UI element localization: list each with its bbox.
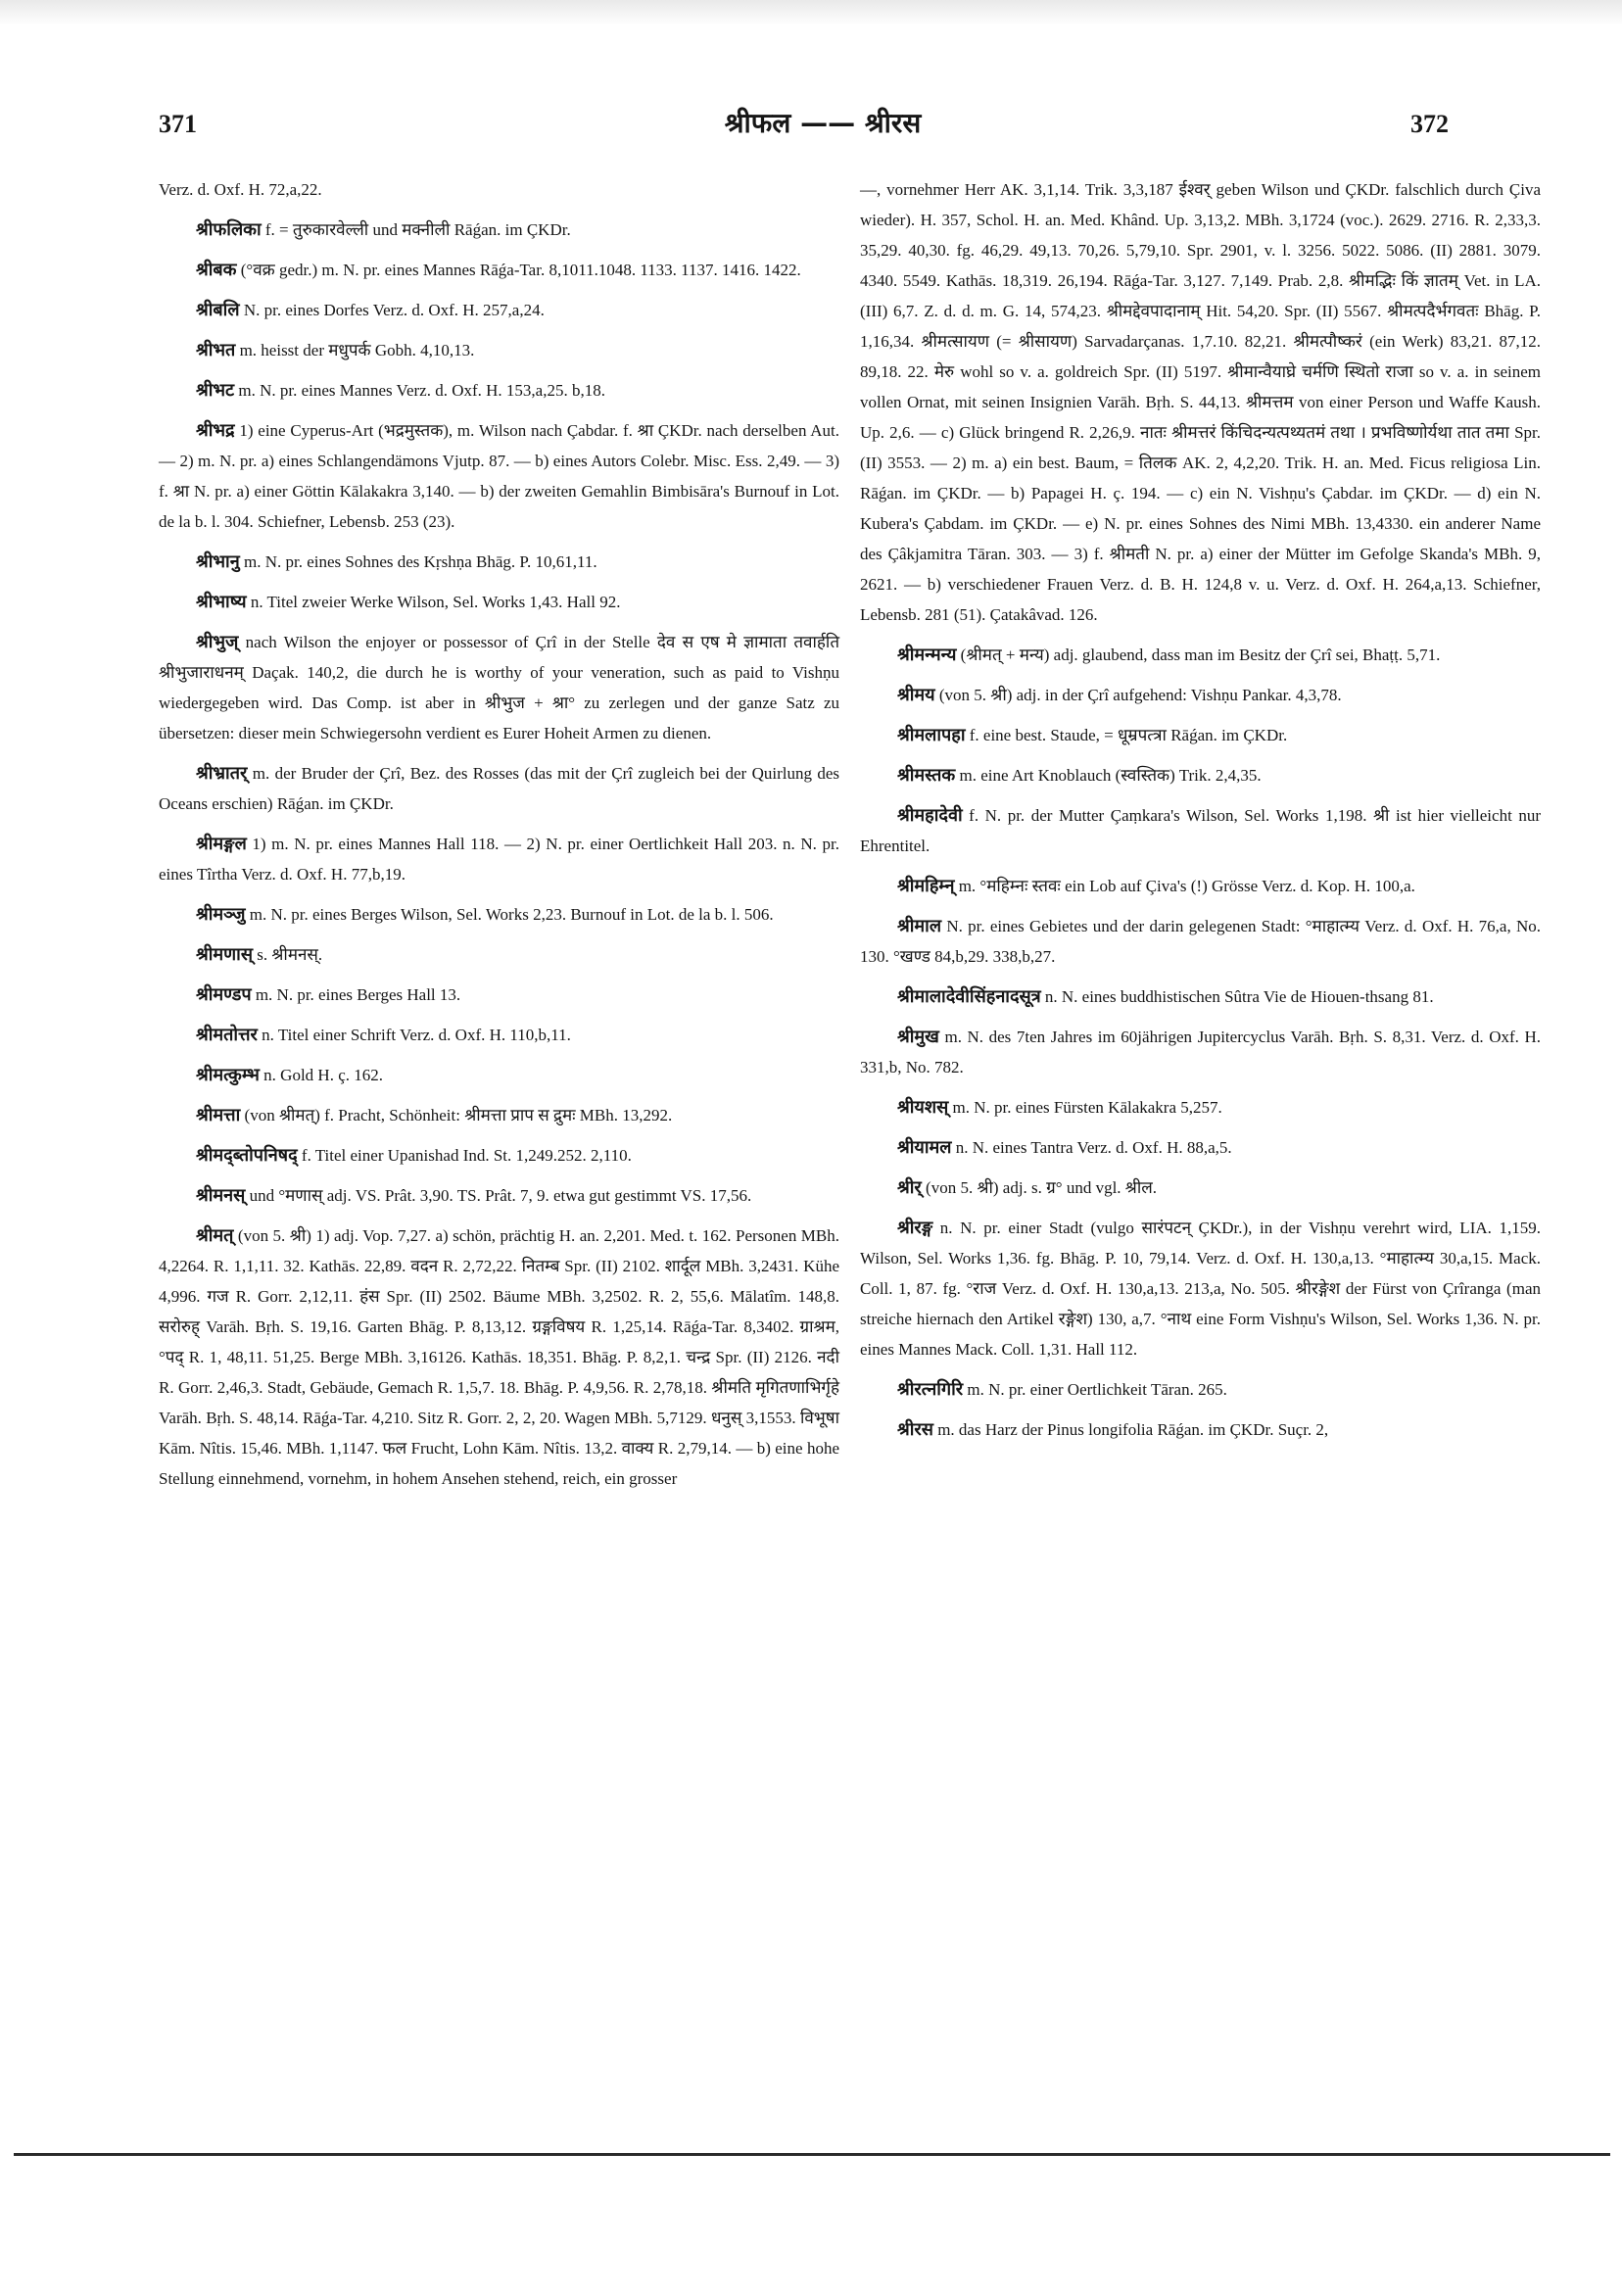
entry-lemma: श्रीभाष्य	[196, 592, 247, 611]
page-number-left: 371	[159, 110, 197, 138]
dictionary-entry	[860, 1374, 1541, 1405]
entry-text: f. eine best. Staude, = धूम्रपत्त्रा Rāǵan. im ÇKDr.	[969, 726, 1288, 744]
entry-text: N. pr. eines Gebietes und der darin gelegenen Stadt: °माहात्म्य Verz. d. Oxf. H. 76,a, No. 130. °खण्ड 84,b,29. 338,b,27.	[860, 917, 1541, 966]
entry-text: 1) m. N. pr. eines Mannes Hall 118. — 2) N. pr. einer Oertlichkeit Hall 203. n. N. pr. eines Tîrtha Verz. d. Oxf. H. 77,b,19.	[159, 835, 840, 884]
entry-text: m. heisst der मधुपर्क Gobh. 4,10,13.	[239, 341, 475, 359]
dictionary-entry	[860, 1414, 1541, 1445]
entry-lemma: श्रीमाल	[897, 916, 942, 935]
entry-text: N. pr. eines Dorfes Verz. d. Oxf. H. 257,a,24.	[243, 301, 545, 319]
entry-lemma: श्रीभानु	[196, 551, 240, 571]
entry-text: (श्रीमत् + मन्य) adj. glaubend, dass man im Besitz der Çrî sei, Bhaṭṭ. 5,71.	[960, 646, 1441, 664]
entry-text: (von 5. श्री) 1) adj. Vop. 7,27. a) schön, prächtig H. an. 2,201. Med. t. 162. Personen MBh. 4,2264. R. 1,1,11. 32. Kathās. 22,89. वदन R. 2,72,22. नितम्ब Spr. (II) 2102. शार्दूल MBh. 3,2431. Kühe 4,996. गज R. Gorr. 2,12,11. हंस Spr. (II) 2502. Bäume MBh. 3,2502. R. 2, 55,6. Mālatîm. 148,8. सरोरुह् Varāh. Bṛh. S. 19,16. Garten Bhāg. P. 8,13,12. ग्रङ्गविषय R. 1,25,14. Rāǵa-Tar. 8,3402. ग्राश्रम, °पद् R. 1, 48,11. 51,25. Berge MBh. 3,16126. Kathās. 18,351. Bhāg. P. 8,2,1. चन्द्र Spr. (II) 2126. नदी R. Gorr. 2,46,3. Stadt, Gebäude, Gemach R. 1,5,7. 18. Bhāg. P. 4,9,56. R. 2,78,18. श्रीमति मृगितणाभिर्गृहे Varāh. Bṛh. S. 48,14. Rāǵa-Tar. 4,210. Sitz R. Gorr. 2, 2, 20. Wagen MBh. 5,7129. धनुस् 3,1553. विभूषा Kām. Nîtis. 15,46. MBh. 1,1147. फल Frucht, Lohn Kām. Nîtis. 13,2. वाक्य R. 2,79,14. — b) eine hohe Stellung einnehmend, vornehm, in hohem Ansehen stehend, reich, ein grosser	[159, 1226, 839, 1488]
entry-lemma: श्रीरङ्ग	[897, 1218, 933, 1237]
dictionary-entry	[159, 1140, 839, 1171]
dictionary-entry	[159, 335, 839, 365]
entry-lemma: श्रीर्	[897, 1177, 922, 1197]
dictionary-entry	[860, 911, 1541, 972]
dictionary-entry	[159, 1060, 839, 1090]
entry-lemma: श्रीभद्र	[196, 420, 235, 440]
entry-text: n. N. pr. einer Stadt (vulgo सारंपटन् ÇKDr.), in der Vishṇu verehrt wird, LIA. 1,159. Wilson, Sel. Works 1,36. fg. Bhāg. P. 10, 79,14. Verz. d. Oxf. H. 130,a,13. °माहात्म्य 30,a,15. Mack. Coll. 1, 87. fg. °राज Verz. d. Oxf. H. 130,a,13. 213,a, No. 505. श्रीरङ्गेश der Fürst von Çrîranga (man streiche hiernach den Artikel रङ्गेश) 130, a,7. °नाथ eine Form Vishṇu's Wilson, Sel. Works 1,36. N. pr. eines Mannes Mack. Coll. 1,31. Hall 112.	[860, 1219, 1541, 1359]
dictionary-entry	[159, 899, 839, 930]
dictionary-entry	[159, 255, 839, 285]
entry-text: (von 5. श्री) adj. in der Çrî aufgehend: Vishṇu Pankar. 4,3,78.	[938, 686, 1342, 704]
dictionary-entry	[159, 1180, 839, 1211]
dictionary-entry	[159, 980, 839, 1010]
dictionary-entry	[860, 1213, 1541, 1364]
entry-lemma: श्रीभुज्	[196, 632, 239, 651]
entry-lemma: श्रीमणास्	[196, 944, 254, 964]
dictionary-entry	[159, 415, 839, 537]
entry-text: m. N. pr. einer Oertlichkeit Tāran. 265.	[967, 1380, 1227, 1399]
dictionary-entry	[159, 215, 839, 245]
dictionary-entry	[159, 547, 839, 577]
entry-text: n. Gold H. ç. 162.	[263, 1066, 383, 1084]
entry-text: m. °महिम्नः स्तवः ein Lob auf Çiva's (!) Grösse Verz. d. Kop. H. 100,a.	[958, 877, 1415, 895]
entry-lemma: श्रीमण्डप	[196, 984, 252, 1004]
dictionary-entry	[860, 1172, 1541, 1203]
running-head	[0, 104, 1622, 143]
entry-text: m. das Harz der Pinus longifolia Rāǵan. im ÇKDr. Suçr. 2,	[937, 1420, 1329, 1439]
entry-lemma: श्रीमङ्गल	[196, 834, 247, 853]
entry-text: m. N. pr. eines Sohnes des Kṛshṇa Bhāg. P. 10,61,11.	[243, 552, 597, 571]
entry-text: n. Titel zweier Werke Wilson, Sel. Works 1,43. Hall 92.	[250, 593, 621, 611]
dictionary-entry	[159, 829, 839, 889]
entry-lemma: श्रीबक	[196, 260, 237, 279]
entry-lemma: श्रीमय	[897, 685, 935, 704]
entry-text: (von श्रीमत्) f. Pracht, Schönheit: श्रीमत्ता प्राप स द्रुमः MBh. 13,292.	[244, 1106, 673, 1124]
entry-lemma: श्रीमत्कुम्भ	[196, 1065, 260, 1084]
entry-lemma: श्रीमत्ता	[196, 1105, 241, 1124]
dictionary-entry	[159, 1220, 839, 1494]
dictionary-entry	[860, 680, 1541, 710]
dictionary-entry	[860, 981, 1541, 1012]
entry-lemma: श्रीमस्तक	[897, 765, 956, 785]
entry-lemma: श्रीमद्ब्तोपनिषद्	[196, 1145, 298, 1165]
dictionary-entry	[159, 587, 839, 617]
dictionary-entry	[860, 871, 1541, 901]
entry-lemma: श्रीमुख	[897, 1027, 939, 1046]
entry-lemma: श्रीफलिका	[196, 219, 262, 239]
dictionary-entry	[159, 174, 839, 205]
entry-text: m. N. pr. eines Berges Hall 13.	[255, 985, 461, 1004]
entry-lemma: श्रीबलि	[196, 300, 240, 319]
entry-lemma: श्रीमनस्	[196, 1185, 246, 1205]
dictionary-entry	[159, 758, 839, 819]
dictionary-entry	[860, 174, 1541, 630]
entry-text: s. श्रीमनस्.	[257, 945, 323, 964]
entry-lemma: श्रीमतोत्तर	[196, 1025, 258, 1044]
entry-text: f. N. pr. der Mutter Çaṃkara's Wilson, Sel. Works 1,198. श्री ist hier vielleicht nur Ehrentitel.	[860, 806, 1542, 855]
entry-text: f. Titel einer Upanishad Ind. St. 1,249.252. 2,110.	[301, 1146, 632, 1165]
scan-top-edge	[0, 0, 1622, 25]
page-number-right: 372	[1410, 110, 1449, 138]
dictionary-entry	[860, 1022, 1541, 1082]
entry-lemma: श्रीमलापहा	[897, 725, 966, 744]
entry-lemma: श्रीमत्	[196, 1225, 234, 1245]
entry-text: m. eine Art Knoblauch (स्वस्तिक) Trik. 2,4,35.	[959, 766, 1262, 785]
entry-lemma: श्रीमहिम्न्	[897, 876, 955, 895]
right-column	[860, 174, 1541, 1455]
entry-text: Verz. d. Oxf. H. 72,a,22.	[159, 180, 322, 199]
dictionary-entry	[159, 1100, 839, 1130]
entry-lemma: श्रीरत्नगिरि	[897, 1379, 964, 1399]
dictionary-entry	[159, 627, 839, 748]
entry-lemma: श्रीभ्रातर्	[196, 763, 248, 783]
entry-text: m. N. des 7ten Jahres im 60jährigen Jupitercyclus Varāh. Bṛh. S. 8,31. Verz. d. Oxf. H. 331,b, No. 782.	[860, 1028, 1541, 1076]
dictionary-entry	[860, 800, 1541, 861]
entry-lemma: श्रीमालादेवीसिंहनादसूत्र	[897, 986, 1041, 1006]
dictionary-entry	[860, 640, 1541, 670]
entry-text: (von 5. श्री) adj. s. ग्र° und vgl. श्रील.	[926, 1178, 1158, 1197]
dictionary-entry	[860, 760, 1541, 790]
entry-lemma: श्रीमहादेवी	[897, 805, 963, 825]
entry-lemma: श्रीयशस्	[897, 1097, 949, 1117]
entry-text: und °मणास् adj. VS. Prât. 3,90. TS. Prât. 7, 9. etwa gut gestimmt VS. 17,56.	[249, 1186, 752, 1205]
bottom-rule	[14, 2153, 1610, 2156]
dictionary-entry	[860, 1092, 1541, 1123]
entry-lemma: श्रीमञ्जु	[196, 904, 246, 924]
entry-lemma: श्रीयामल	[897, 1137, 952, 1157]
dictionary-entry	[159, 1020, 839, 1050]
dictionary-entry	[159, 939, 839, 970]
entry-lemma: श्रीभत	[196, 340, 236, 359]
dictionary-entry	[860, 1132, 1541, 1163]
entry-lemma: श्रीमन्मन्य	[897, 645, 957, 664]
entry-lemma: श्रीभट	[196, 380, 235, 400]
entry-text: m. N. pr. eines Mannes Verz. d. Oxf. H. 153,a,25. b,18.	[238, 381, 605, 400]
left-column	[159, 174, 839, 1504]
dictionary-entry	[159, 375, 839, 406]
entry-text: n. Titel einer Schrift Verz. d. Oxf. H. 110,b,11.	[262, 1026, 571, 1044]
running-title: श्रीफल —— श्रीरस	[724, 107, 922, 139]
dictionary-entry	[159, 295, 839, 325]
entry-text: —, vornehmer Herr AK. 3,1,14. Trik. 3,3,187 ईश्वर् geben Wilson und ÇKDr. falschlich durch Çiva wieder). H. 357, Schol. H. an. Med. Khând. Up. 3,13,2. MBh. 3,1724 (voc.). 2629. 2716. R. 2,33,3. 35,29. 40,30. fg. 46,29. 49,13. 70,26. 5,79,10. Spr. 2901, v. l. 3256. 5022. 5086. (II) 2881. 3079. 4340. 5549. Kathās. 18,319. 26,194. Rāǵa-Tar. 3,127. 7,149. Prab. 2,8. श्रीमद्भिः किं ज्ञातम् Vet. in LA. (III) 6,7. Z. d. d. m. G. 14, 574,23. श्रीमद्देवपादानाम् Hit. 54,20. Spr. (II) 5567. श्रीमत्पदैर्भगवतः Bhāg. P. 1,16,34. श्रीमत्सायण (= श्रीसायण) Sarvadarçanas. 1,7.10. 82,21. श्रीमत्पौष्करं (ein Werk) 83,21. 87,12. 89,18. 22. मेरु wohl so v. a. goldreich Spr. (II) 5197. श्रीमान्वैयाघ्रे चर्मणि स्थितो राजा so v. a. in seinem vollen Ornat, mit seinen Insignien Varāh. Bṛh. S. 44,13. श्रीमत्तम von einer Person und Waffe Kaush. Up. 2,6. — c) Glück bringend R. 2,26,9. नातः श्रीमत्तरं किंचिदन्यत्पथ्यतमं तथा । प्रभविष्णोर्यथा तात तमा Spr. (II) 3553. — 2) m. a) ein best. Baum, = तिलक AK. 2, 4,2,20. Trik. H. an. Med. Ficus religiosa Lin. Rāǵan. im ÇKDr. — b) Papagei H. ç. 194. — c) ein N. Vishṇu's Çabdar. im ÇKDr. — d) ein N. Kubera's Çabdam. im ÇKDr. — e) N. pr. eines Sohnes des Nimi MBh. 13,4330. ein anderer Name des Çâkjamitra Tāran. 303. — 3) f. श्रीमती N. pr. a) einer der Mütter im Gefolge Skanda's MBh. 9, 2621. — b) verschiedener Frauen Verz. d. B. H. 124,8 v. u. Verz. d. Oxf. H. 264,a,13. Schiefner, Lebensb. 281 (51). Çatakâvad. 126.	[860, 180, 1541, 624]
entry-text: (°वक्र gedr.) m. N. pr. eines Mannes Rāǵa-Tar. 8,1011.1048. 1133. 1137. 1416. 1422.	[240, 261, 801, 279]
entry-text: f. = तुरुकारवेल्ली und मक्नीली Rāǵan. im ÇKDr.	[264, 220, 571, 239]
entry-text: n. N. eines Tantra Verz. d. Oxf. H. 88,a,5.	[955, 1138, 1232, 1157]
entry-text: n. N. eines buddhistischen Sûtra Vie de Hiouen-thsang 81.	[1044, 987, 1434, 1006]
entry-lemma: श्रीरस	[897, 1419, 933, 1439]
entry-text: m. N. pr. eines Fürsten Kālakakra 5,257.	[952, 1098, 1222, 1117]
entry-text: m. N. pr. eines Berges Wilson, Sel. Works 2,23. Burnouf in Lot. de la b. l. 506.	[249, 905, 774, 924]
entry-text: 1) eine Cyperus-Art (भद्रमुस्तक), m. Wilson nach Çabdar. f. श्रा ÇKDr. nach derselben Aut. — 2) m. N. pr. a) eines Schlangendämons Vjutp. 87. — b) eines Autors Colebr. Misc. Ess. 2,49. — 3) f. श्रा N. pr. a) einer Göttin Kālakakra 3,140. — b) der zweiten Gemahlin Bimbisāra's Burnouf in Lot. de la b. l. 304. Schiefner, Lebensb. 253 (23).	[159, 421, 839, 531]
entry-text: nach Wilson the enjoyer or possessor of Çrî in der Stelle देव स एष मे ज्ञामाता तवार्हति श्रीभुजाराधनम् Daçak. 140,2, die durch he is worthy of your veneration, such as paid to Vishṇu wiedergegeben wird. Das Comp. ist aber in श्रीभुज + श्रा° zu zerlegen und der ganze Satz zu übersetzen: dieser mein Schwiegersohn verdient es Eurer Hoheit Armen zu dienen.	[159, 633, 840, 742]
dictionary-entry	[860, 720, 1541, 750]
entry-text: m. der Bruder der Çrî, Bez. des Rosses (das mit der Çrî zugleich bei der Quirlung des Oceans erschien) Rāǵan. im ÇKDr.	[159, 764, 839, 813]
